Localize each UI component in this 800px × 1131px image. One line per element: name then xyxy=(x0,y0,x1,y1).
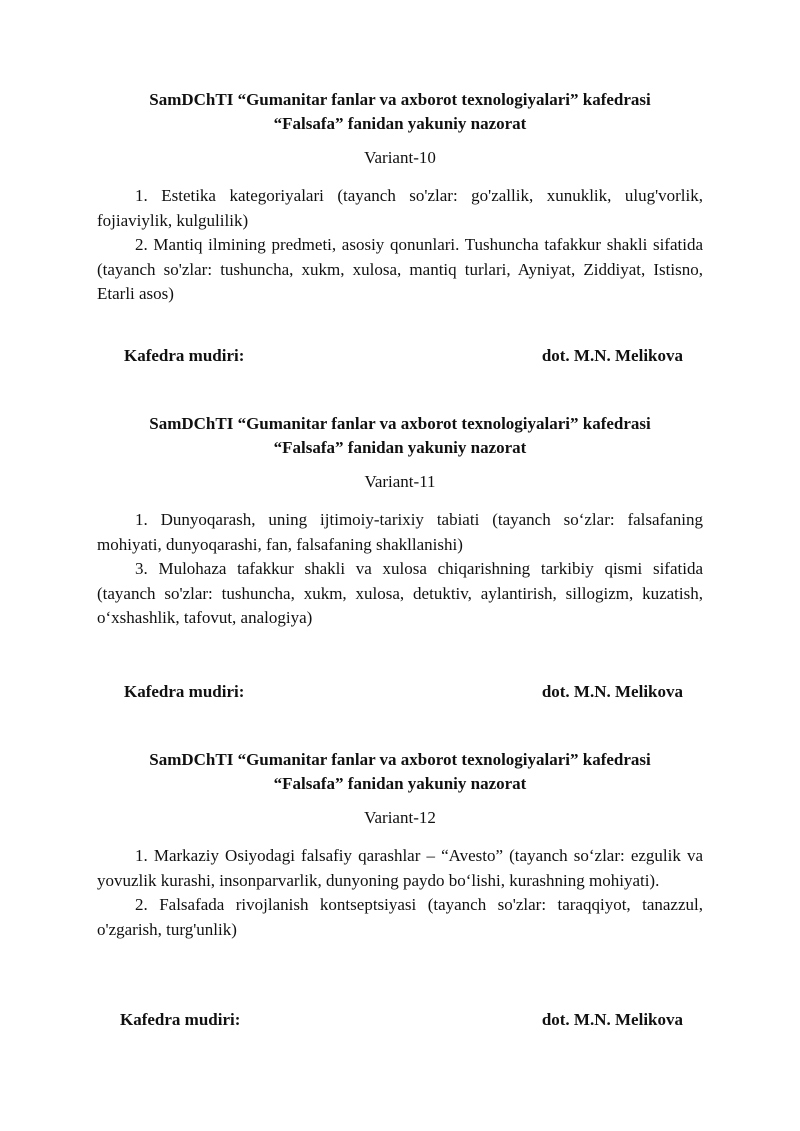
variant-label: Variant-10 xyxy=(364,148,436,167)
signature-label: Kafedra mudiri: xyxy=(120,1010,241,1029)
question-item: 2. Falsafada rivojlanish kontseptsiyasi (tayanch so'zlar: taraqqiyot, tanazzul, o'zgarish, turg'unlik) xyxy=(97,895,703,939)
header-line: SamDChTI “Gumanitar fanlar va axborot texnologiyalari” kafedrasi xyxy=(149,750,651,769)
question-item: 2. Mantiq ilmining predmeti, asosiy qonunlari. Tushuncha tafakkur shakli sifatida (tayanch so'zlar: tushuncha, xukm, xulosa, mantiq turlari, Ayniyat, Ziddiyat, Istisno, Etarli asos) xyxy=(97,235,703,303)
question-item: 1. Dunyoqarash, uning ijtimoiy-tarixiy tabiati (tayanch so‘zlar: falsafaning mohiyati, dunyoqarashi, fan, falsafaning shakllanishi) xyxy=(97,510,703,554)
signature-name: dot. M.N. Melikova xyxy=(541,346,683,365)
signature-name: dot. M.N. Melikova xyxy=(541,1010,683,1029)
signature-name: dot. M.N. Melikova xyxy=(541,682,683,701)
signature-label: Kafedra mudiri: xyxy=(124,346,245,365)
question-item: 1. Markaziy Osiyodagi falsafiy qarashlar – “Avesto” (tayanch so‘zlar: ezgulik va yovuzlik kurashi, insonparvarlik, dunyoning paydo bo‘lishi, kurashning mohiyati). xyxy=(97,846,703,890)
header-subtitle: “Falsafa” fanidan yakuniy nazorat xyxy=(273,774,527,793)
header-line: SamDChTI “Gumanitar fanlar va axborot texnologiyalari” kafedrasi xyxy=(149,90,651,109)
question-item: 3. Mulohaza tafakkur shakli va xulosa chiqarishning tarkibiy qismi sifatida (tayanch so'zlar: tushuncha, xukm, xulosa, detuktiv, aylantirish, sillogizm, kuzatish, o‘xshashlik, tafovut, analogiya) xyxy=(97,559,703,627)
variant-section xyxy=(97,88,703,307)
variant-label: Variant-11 xyxy=(364,472,436,491)
header-subtitle: “Falsafa” fanidan yakuniy nazorat xyxy=(273,114,527,133)
signature-label: Kafedra mudiri: xyxy=(124,682,245,701)
variant-label: Variant-12 xyxy=(364,808,436,827)
header-line: SamDChTI “Gumanitar fanlar va axborot texnologiyalari” kafedrasi xyxy=(149,414,651,433)
variant-section xyxy=(97,412,703,631)
question-item: 1. Estetika kategoriyalari (tayanch so'zlar: go'zallik, xunuklik, ulug'vorlik, fojiaviylik, kulgulilik) xyxy=(97,186,703,230)
header-subtitle: “Falsafa” fanidan yakuniy nazorat xyxy=(273,438,527,457)
variant-section xyxy=(97,748,703,942)
